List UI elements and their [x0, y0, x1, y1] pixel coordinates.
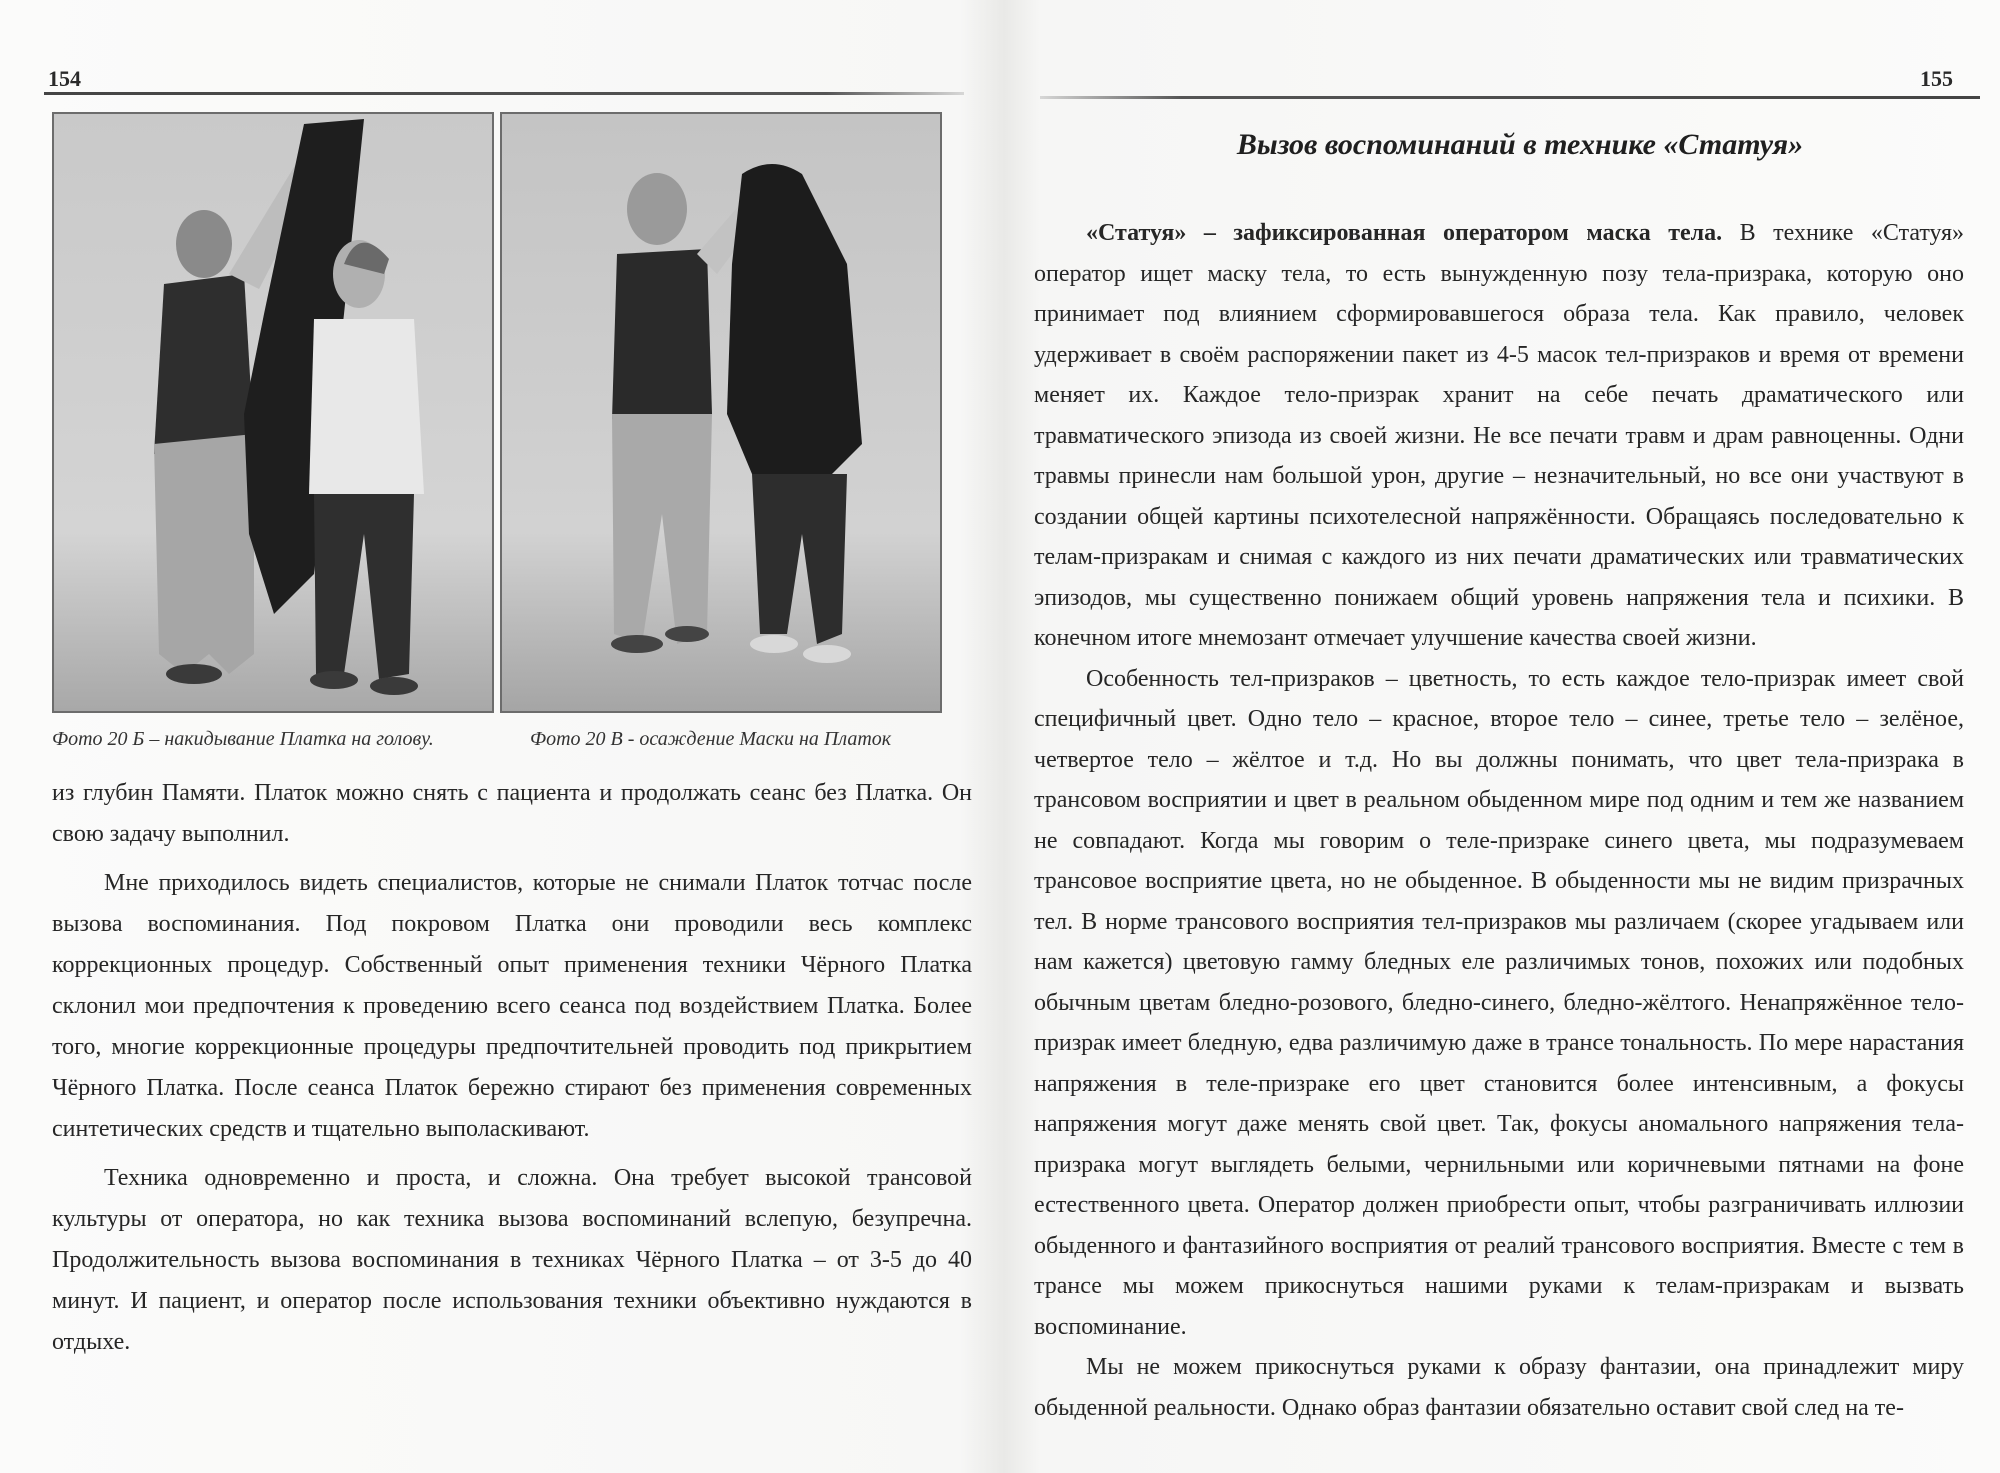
right-paragraph-1-text: В технике «Статуя» оператор ищет маску тела, то есть вынужденную позу тела-призрака, которую оно принимает под влиянием сформировавшегося образа тела. Как правило, человек удерживает в своём распоряжении пакет из 4-5 масок тел-призраков и время от времени меняет их. Каждое тело-призрак хранит на себе печать драматического или травматического эпизода из своей жизни. Не все печати травм и драм равноценны. Одни травмы принесли нам большой урон, другие – незначительный, но все они участвуют в создании общей картины психотелесной напряжённости. Обращаясь последовательно к телам-призракам и снимая с каждого из них печати драматических или травматических эпизодов, мы существенно понижаем общий уровень напряжения тела и психики. В конечном итоге мнемозант отмечает улучшение качества своей жизни. — [1034, 220, 1964, 651]
photo-20b-illustration — [54, 114, 492, 711]
right-paragraph-1 — [1034, 213, 1964, 659]
photo-20v-illustration — [502, 114, 940, 711]
left-page-body — [52, 773, 972, 1363]
definition-lead: «Статуя» – зафиксированная оператором маска тела. — [1086, 220, 1723, 246]
left-paragraph-2: Мне приходилось видеть специалистов, которые не снимали Платок тотчас после вызова воспоминания. Под покровом Платка они проводили весь комплекс коррекционных процедур. Собственный опыт применения техники Чёрного Платка склонил мои предпочтения к проведению всего сеанса под воздействием Платка. Более того, многие коррекционные процедуры предпочтительней проводить под прикрытием Чёрного Платка. После сеанса Платок бережно стирают без применения современных синтетических средств и тщательно выполаскивают. — [52, 870, 972, 1142]
photo-20b-caption: Фото 20 Б – накидывание Платка на голову. — [52, 728, 434, 750]
header-rule-left — [44, 92, 964, 95]
right-paragraph-3: Мы не можем прикоснуться руками к образу фантазии, она принадлежит миру обыденной реальности. Однако образ фантазии обязательно оставит свой след на те- — [1034, 1354, 1964, 1421]
left-paragraph-3: Техника одновременно и проста, и сложна. Она требует высокой трансовой культуры от оператора, но как техника вызова воспоминаний вслепую, безупречна. Продолжительность вызова воспоминания в техниках Чёрного Платка – от 3-5 до 40 минут. И пациент, и оператор после использования техники объективно нуждаются в отдыхе. — [52, 1165, 972, 1355]
left-paragraph-1: из глубин Памяти. Платок можно снять с пациента и продолжать сеанс без Платка. Он свою задачу выполнил. — [52, 780, 972, 847]
photo-20v-caption: Фото 20 В - осаждение Маски на Платок — [530, 728, 892, 750]
header-rule-right — [1040, 96, 1980, 99]
right-paragraph-2: Особенность тел-призраков – цветность, то есть каждое тело-призрак имеет свой специфичный цвет. Одно тело – красное, второе тело – синее, третье тело – зелёное, четвертое тело – жёлтое и т.д. Но вы должны понимать, что цвет тела-призрака в трансовом восприятии и цвет в реальном обыденном мире под одним и тем же названием не совпадают. Когда мы говорим о теле-призраке синего цвета, мы подразумеваем трансовое восприятие цвета, но не обыденное. В обыденности мы не видим призрачных тел. В норме трансового восприятия тел-призраков мы различаем (скорее угадываем или нам кажется) цветовую гамму бледных еле различимых тонов, похожих или подобных обычным цветам бледно-розового, бледно-синего, бледно-жёлтого. Ненапряжённое тело-призрак имеет бледную, едва различимую даже в трансе тональность. По мере нарастания напряжения в теле-призраке его цвет становится более интенсивным, а фокусы напряжения могут даже менять свой цвет. Так, фокусы аномального напряжения тела-призрака могут выглядеть белыми, чернильными или коричневыми пятнами на фоне естественного цвета. Оператор должен приобрести опыт, чтобы разграничивать иллюзии обыденного и фантазийного восприятия от реалий трансового восприятия. Вместе с тем в трансе мы можем прикоснуться нашими руками к телам-призракам и вызвать воспоминание. — [1034, 665, 1964, 1340]
photo-20b — [52, 112, 494, 713]
right-page-body — [1034, 213, 1964, 1428]
page-number-right: 155 — [1920, 66, 1953, 91]
right-page — [1010, 0, 2000, 1473]
photo-20v — [500, 112, 942, 713]
left-page — [0, 0, 990, 1473]
page-number-left: 154 — [48, 66, 81, 91]
chapter-title: Вызов воспоминаний в технике «Статуя» — [1236, 128, 1804, 161]
